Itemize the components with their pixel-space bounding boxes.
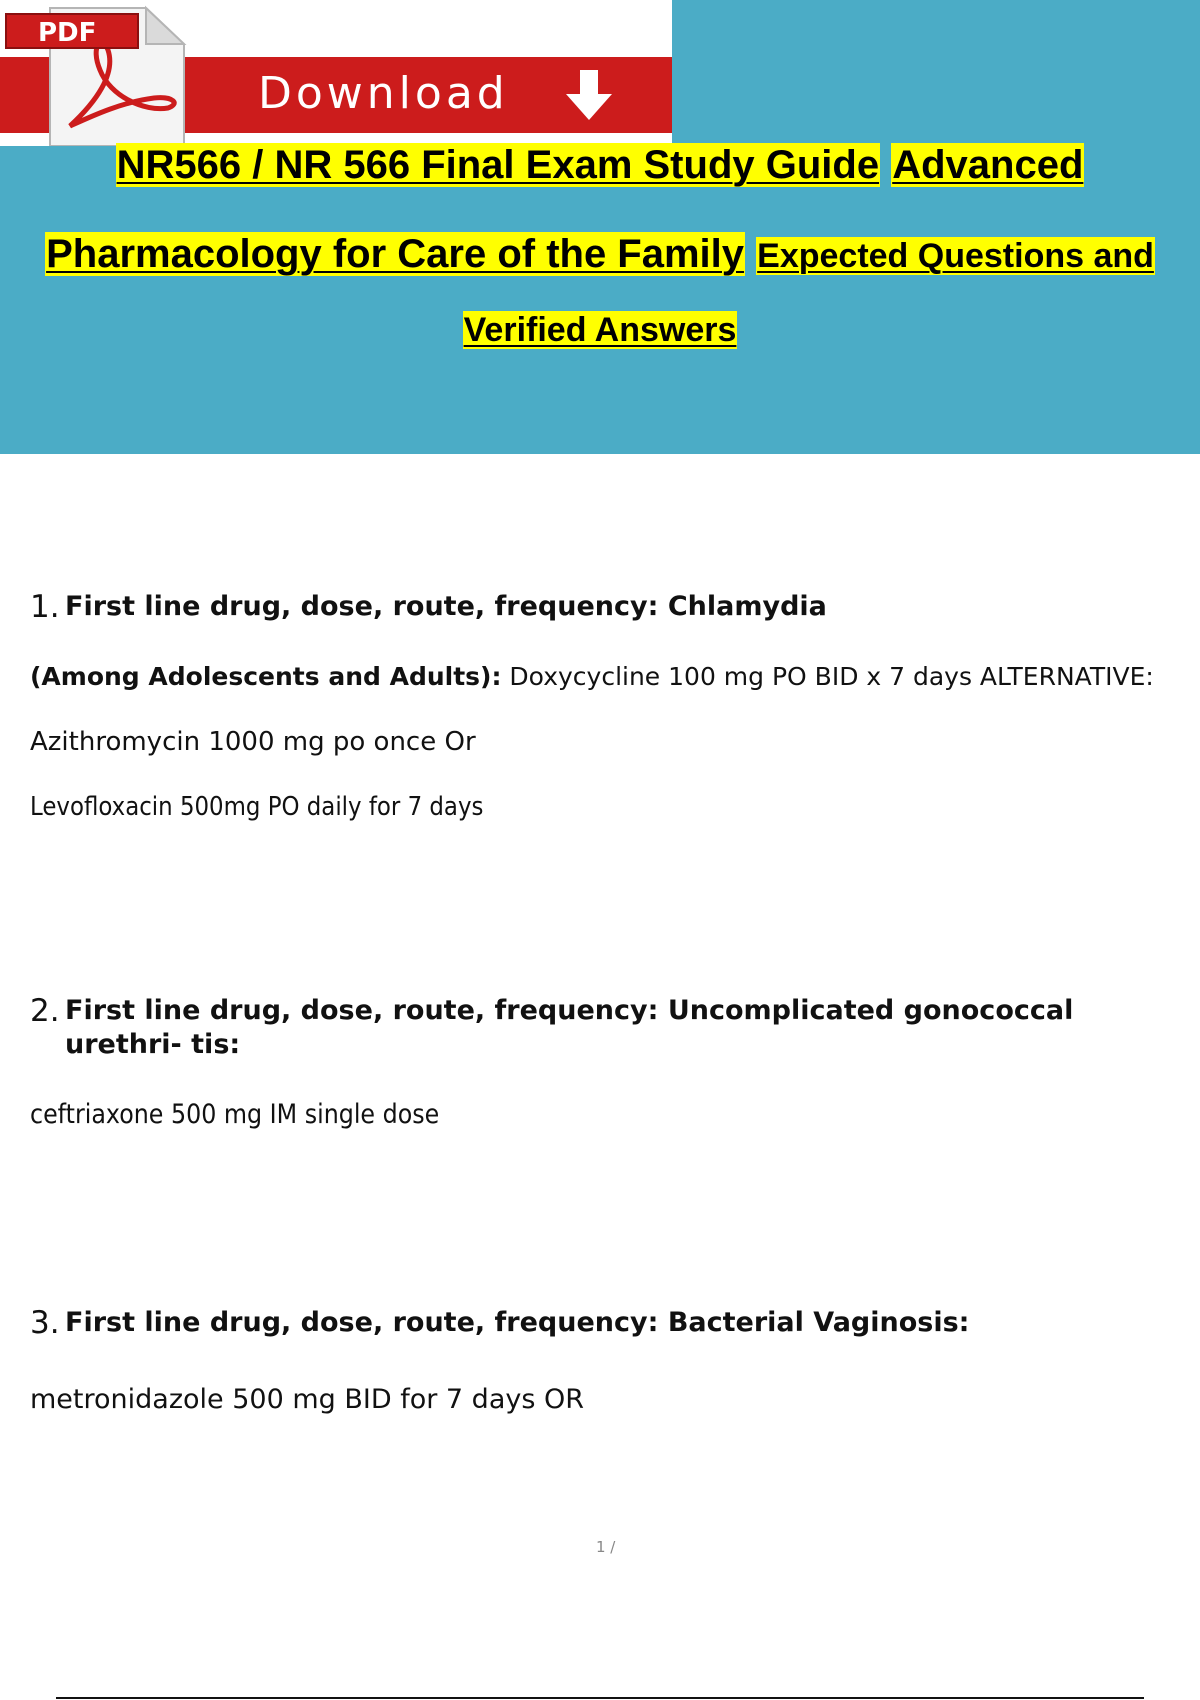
answer-bold: (Among Adolescents and Adults):	[30, 662, 502, 691]
question-title: First line drug, dose, route, frequency: Chlamydia	[65, 591, 827, 622]
answer-line: metronidazole 500 mg BID for 7 days OR	[30, 1384, 585, 1415]
title-line-3	[0, 302, 1200, 358]
answer-line: Azithromycin 1000 mg po once Or	[30, 727, 476, 757]
question-title: First line drug, dose, route, frequency: Bacterial Vaginosis:	[65, 1307, 970, 1338]
download-arrow-icon[interactable]	[562, 66, 616, 124]
question-2	[30, 994, 1170, 1062]
download-banner[interactable]	[0, 0, 672, 146]
question-title: First line drug, dose, route, frequency: Uncomplicated gonococcal urethri- tis:	[65, 995, 1074, 1060]
footer-divider	[56, 1697, 1144, 1699]
page-number: 1 /	[596, 1538, 616, 1556]
title-subject: Pharmacology for Care of the Family	[46, 232, 745, 276]
answer-line	[30, 660, 1154, 694]
pdf-file-icon[interactable]	[4, 4, 190, 146]
question-number: 3.	[30, 1305, 60, 1341]
pdf-label: PDF	[38, 18, 97, 48]
question-number: 1.	[30, 589, 60, 625]
title-verified: Verified Answers	[463, 311, 737, 349]
question-3	[30, 1306, 1170, 1340]
answer-line: Levofloxacin 500mg PO daily for 7 days	[30, 792, 484, 822]
answer-text: Doxycycline 100 mg PO BID x 7 days ALTERNATIVE:	[501, 662, 1154, 691]
download-label[interactable]: Download	[258, 68, 509, 119]
title-line-1	[0, 136, 1200, 194]
question-1	[30, 590, 1170, 624]
question-number: 2.	[30, 993, 60, 1029]
title-line-2	[0, 225, 1200, 285]
answer-line: ceftriaxone 500 mg IM single dose	[30, 1099, 440, 1130]
title-advanced: Advanced	[892, 143, 1084, 187]
title-course: NR566 / NR 566 Final Exam Study Guide	[116, 143, 880, 187]
title-expected: Expected Questions and	[757, 237, 1154, 275]
